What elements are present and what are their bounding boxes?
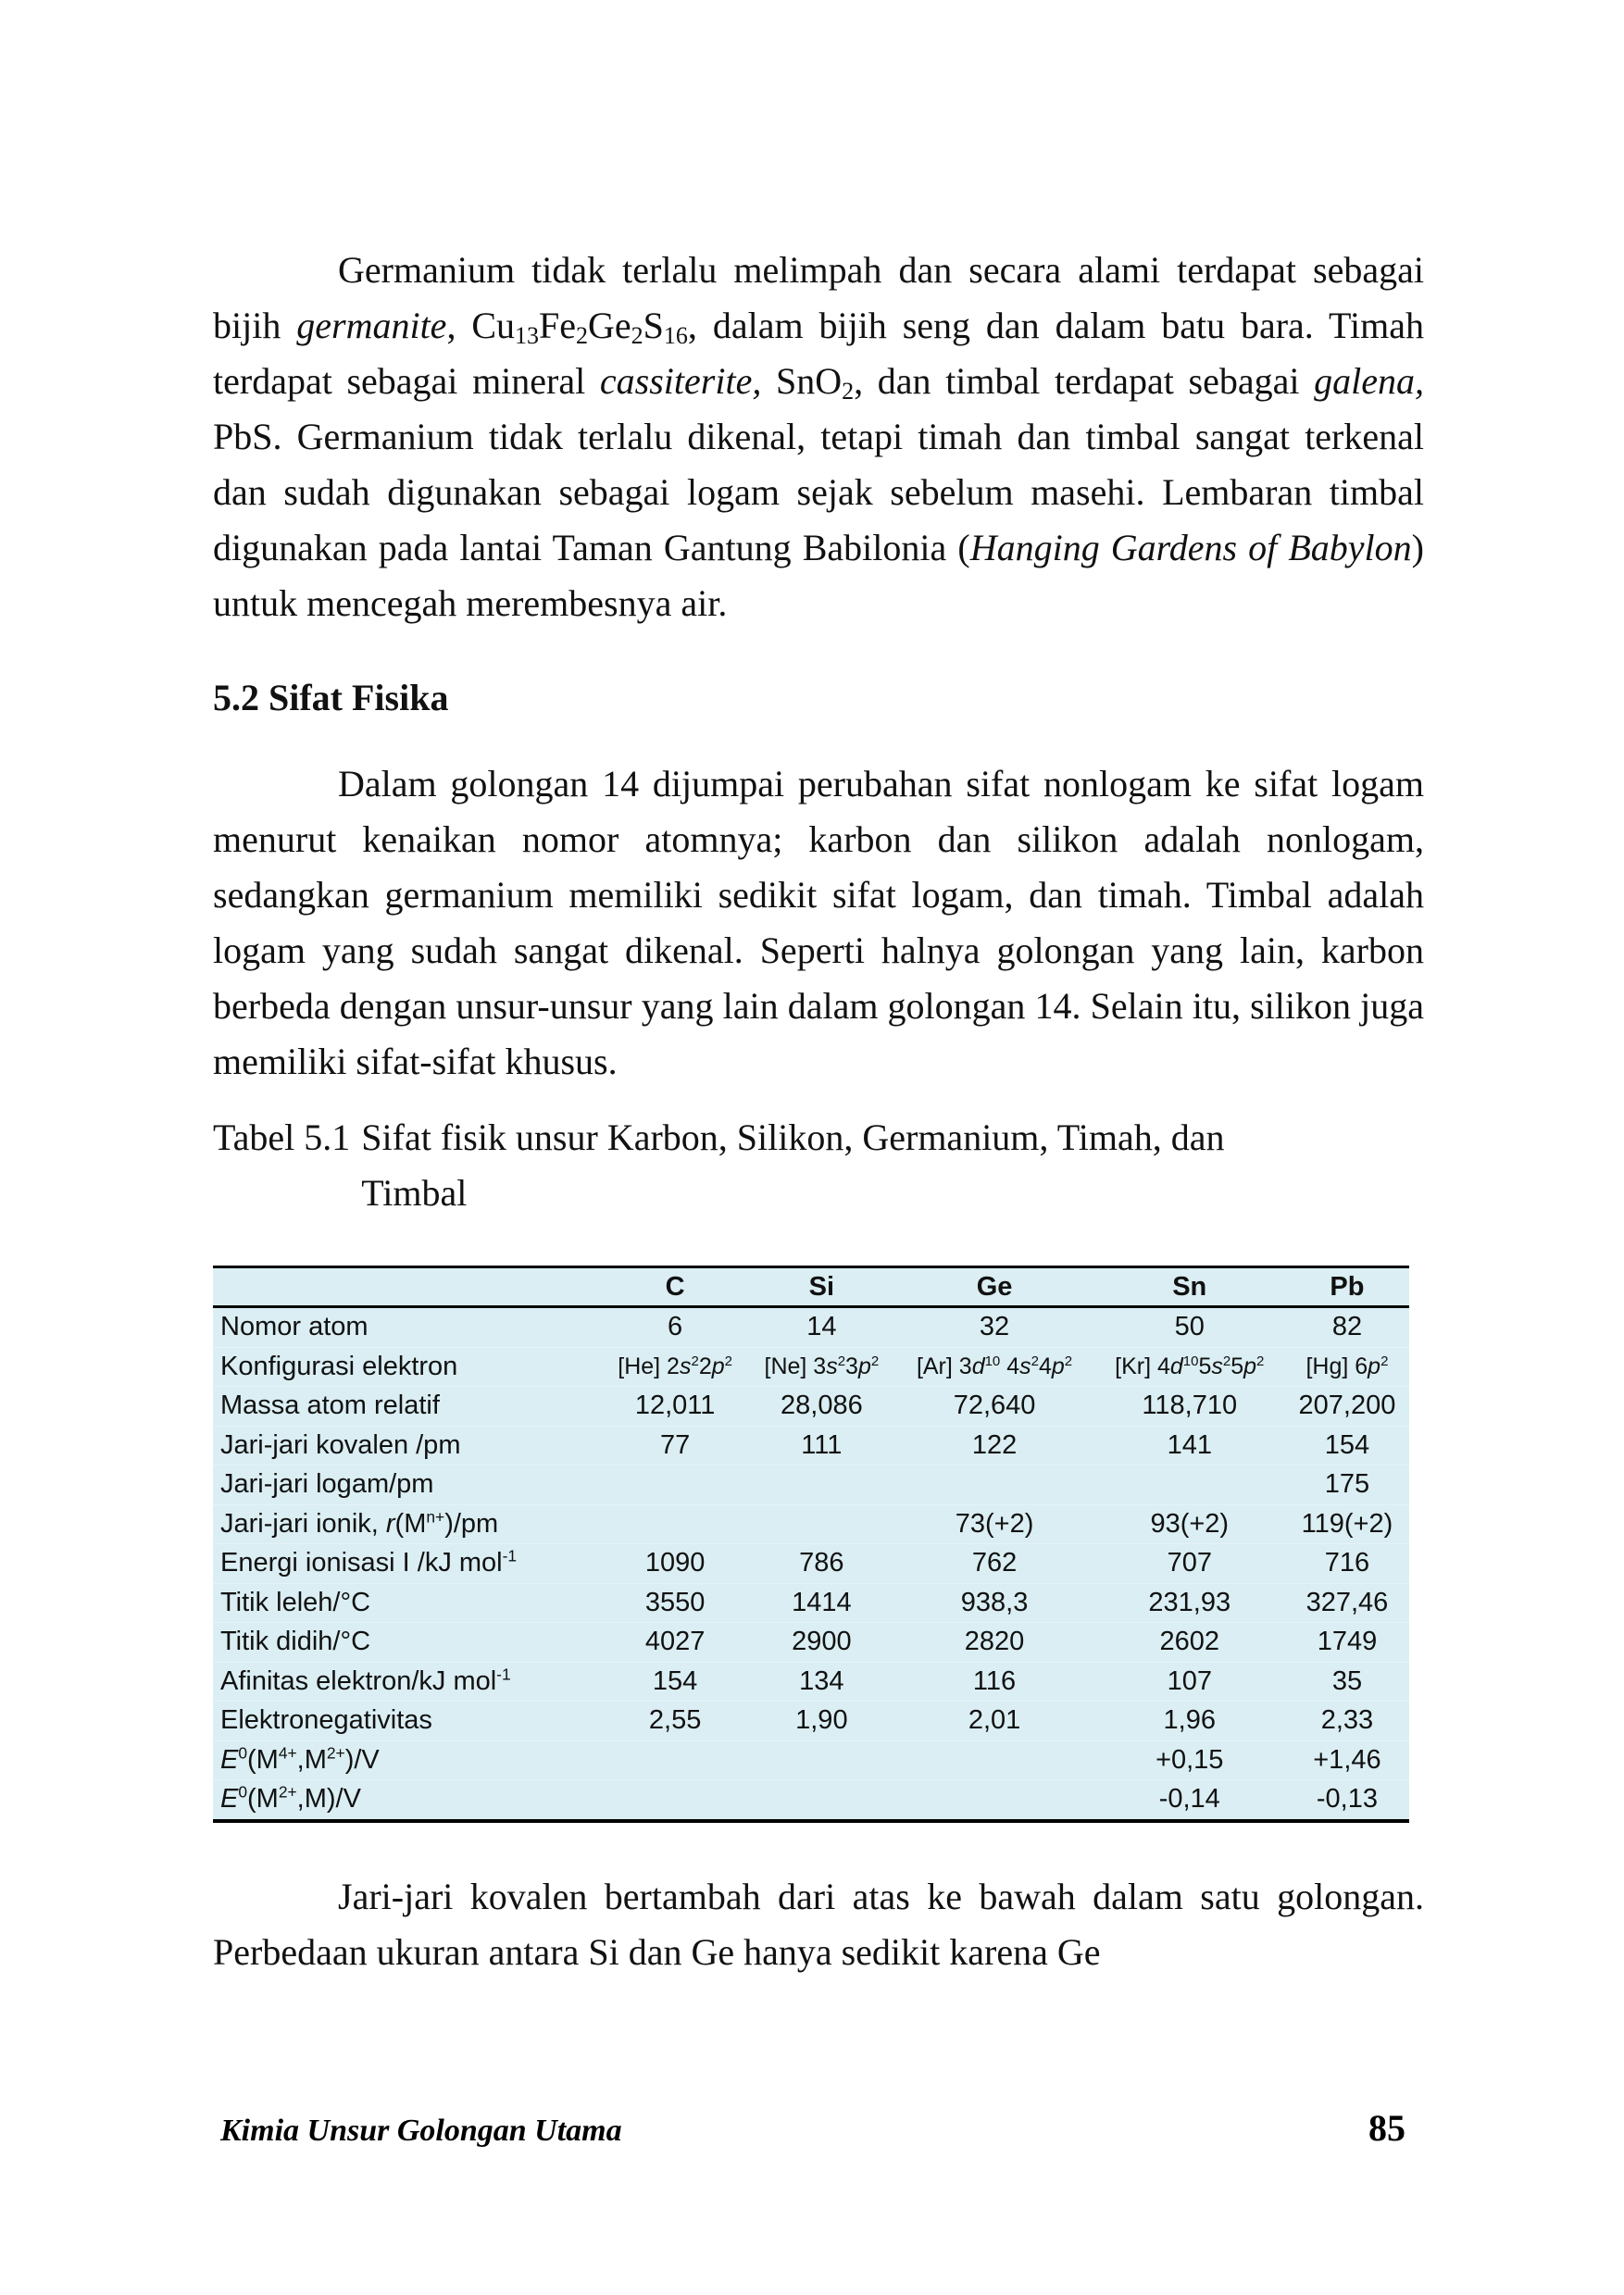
cell: 786 <box>748 1544 894 1584</box>
cell: +0,15 <box>1094 1740 1285 1780</box>
cell: 2,33 <box>1285 1702 1409 1741</box>
cell: 134 <box>748 1662 894 1702</box>
cell: 111 <box>748 1426 894 1466</box>
table-row <box>213 1347 1409 1387</box>
superscript: 2 <box>1256 1353 1265 1369</box>
superscript: 2 <box>870 1353 880 1369</box>
row-label: Titik leleh/°C <box>213 1583 602 1623</box>
row-label <box>213 1740 602 1780</box>
text-run: SnO <box>761 360 843 402</box>
superscript: 2 <box>1031 1353 1039 1369</box>
text-run: , dalam bijih seng dan dalam batu bara. Timah terdapat sebagai mineral <box>213 305 1424 402</box>
cell <box>894 1780 1093 1821</box>
orbital: s <box>1211 1353 1223 1379</box>
text-run: Fe <box>539 305 577 346</box>
text-run: Dalam golongan 14 dijumpai perubahan sifat nonlogam ke sifat logam menurut kenaikan nomor atomnya; karbon dan silikon adalah nonlogam, sedangkan germanium memiliki sedikit sifat logam, dan timah. Timbal adalah logam yang sudah sangat dikenal. Seperti halnya golongan yang lain, karbon berbeda dengan unsur-unsur yang lain dalam golongan 14. Selain itu, silikon juga memiliki sifat-sifat khusus. <box>213 763 1424 1082</box>
table-row <box>213 1740 1409 1780</box>
cell: +1,46 <box>1285 1740 1409 1780</box>
table-caption-text: Sifat fisik unsur Karbon, Silikon, Germanium, Timah, dan Timbal <box>361 1116 1225 1214</box>
text-run: [Ne] 3 <box>764 1353 827 1379</box>
cell <box>602 1780 748 1821</box>
cell <box>748 1504 894 1544</box>
cell: 938,3 <box>894 1583 1093 1623</box>
superscript: 2 <box>837 1353 846 1369</box>
header-cell-sn: Sn <box>1094 1267 1285 1307</box>
cell: 762 <box>894 1544 1093 1584</box>
cell: 14 <box>748 1307 894 1348</box>
text-run: [He] 2 <box>618 1353 680 1379</box>
row-label: Nomor atom <box>213 1307 602 1348</box>
table-row <box>213 1702 1409 1741</box>
text-run: )/V <box>344 1744 380 1775</box>
superscript: 2 <box>724 1353 732 1369</box>
superscript: 10 <box>1182 1353 1199 1369</box>
page-footer <box>220 2106 1405 2150</box>
text-run: (M <box>247 1744 279 1775</box>
table-row <box>213 1466 1409 1505</box>
table-row <box>213 1544 1409 1584</box>
cell: 1090 <box>602 1544 748 1584</box>
cell: 4027 <box>602 1623 748 1663</box>
cell-config-c <box>602 1347 748 1387</box>
table-row <box>213 1583 1409 1623</box>
cell: 50 <box>1094 1307 1285 1348</box>
intro-paragraph <box>213 243 1424 631</box>
superscript: -1 <box>496 1665 511 1684</box>
row-label <box>213 1504 602 1544</box>
row-label: Konfigurasi elektron <box>213 1347 602 1387</box>
text-run: ) untuk mencegah merembesnya air. <box>213 527 1424 624</box>
superscript: 10 <box>984 1353 1001 1369</box>
italic-term: Hanging Gardens of Babylon <box>969 527 1412 568</box>
superscript: 4+ <box>278 1743 297 1763</box>
cell <box>748 1466 894 1505</box>
subscript: 13 <box>515 322 540 349</box>
cell-config-pb <box>1285 1347 1409 1387</box>
superscript: 2+ <box>326 1743 345 1763</box>
cell: 1414 <box>748 1583 894 1623</box>
cell: 77 <box>602 1426 748 1466</box>
row-label: Elektronegativitas <box>213 1702 602 1741</box>
italic-term: cassiterite, <box>599 360 762 402</box>
cell: 28,086 <box>748 1387 894 1427</box>
cell: 32 <box>894 1307 1093 1348</box>
superscript: n+ <box>426 1507 445 1527</box>
header-cell-pb: Pb <box>1285 1267 1409 1307</box>
text-run: 5 <box>1230 1353 1244 1379</box>
text-run: ,M <box>296 1744 327 1775</box>
cell <box>748 1780 894 1821</box>
cell: 107 <box>1094 1662 1285 1702</box>
after-table-paragraph <box>213 1869 1424 1980</box>
cell: 122 <box>894 1426 1093 1466</box>
text-run: [Kr] 4 <box>1115 1353 1170 1379</box>
section-paragraph <box>213 756 1424 1090</box>
cell: 2900 <box>748 1623 894 1663</box>
text-run: Jari-jari ionik, <box>220 1508 386 1539</box>
text-run: 4 <box>1038 1353 1052 1379</box>
row-label: Jari-jari logam/pm <box>213 1466 602 1505</box>
table-header-row <box>213 1267 1409 1307</box>
cell: 1,96 <box>1094 1702 1285 1741</box>
superscript: 0 <box>238 1782 248 1802</box>
text-run: S <box>643 305 664 346</box>
text-run: 3 <box>845 1353 858 1379</box>
cell <box>602 1466 748 1505</box>
cell: -0,14 <box>1094 1780 1285 1821</box>
cell: 231,93 <box>1094 1583 1285 1623</box>
orbital: d <box>1169 1353 1183 1379</box>
cell: 118,710 <box>1094 1387 1285 1427</box>
cell: -0,13 <box>1285 1780 1409 1821</box>
orbital: p <box>1243 1353 1257 1379</box>
superscript: 2 <box>691 1353 699 1369</box>
cell: 207,200 <box>1285 1387 1409 1427</box>
page-content <box>213 243 1424 1980</box>
text-run: PbS. Germanium tidak terlalu dikenal, tetapi timah dan timbal sangat terkenal dan sudah digunakan sebagai logam sejak sebelum masehi. Lembaran timbal digunakan pada lantai Taman Gantung Babilonia ( <box>213 416 1424 568</box>
cell: 716 <box>1285 1544 1409 1584</box>
cell: 73(+2) <box>894 1504 1093 1544</box>
cell: 175 <box>1285 1466 1409 1505</box>
table-row <box>213 1780 1409 1821</box>
cell: 141 <box>1094 1426 1285 1466</box>
row-label <box>213 1662 602 1702</box>
cell-config-sn <box>1094 1347 1285 1387</box>
cell <box>894 1740 1093 1780</box>
orbital: d <box>971 1353 985 1379</box>
cell: 2,55 <box>602 1702 748 1741</box>
superscript: -1 <box>502 1546 518 1565</box>
table-row <box>213 1426 1409 1466</box>
symbol: E <box>220 1744 239 1775</box>
text-run: (M <box>247 1784 279 1815</box>
table-caption <box>213 1110 1424 1221</box>
table-caption-label: Tabel 5.1 <box>213 1116 351 1158</box>
text-run: Germanium tidak terlalu melimpah dan secara alami terdapat sebagai bijih <box>213 249 1424 346</box>
header-cell-c: C <box>602 1267 748 1307</box>
text-run: 4 <box>1000 1353 1020 1379</box>
orbital: s <box>1019 1353 1031 1379</box>
cell: 6 <box>602 1307 748 1348</box>
cell <box>748 1740 894 1780</box>
superscript: 2 <box>1064 1353 1073 1369</box>
symbol: E <box>220 1784 239 1815</box>
table-row <box>213 1387 1409 1427</box>
orbital: p <box>1368 1353 1381 1379</box>
cell: 2,01 <box>894 1702 1093 1741</box>
cell: 3550 <box>602 1583 748 1623</box>
text-run: Jari-jari kovalen bertambah dari atas ke bawah dalam satu golongan. Perbedaan ukuran antara Si dan Ge hanya sedikit karena Ge <box>213 1875 1424 1973</box>
cell: 707 <box>1094 1544 1285 1584</box>
table-row <box>213 1662 1409 1702</box>
superscript: 2 <box>1380 1353 1389 1369</box>
superscript: 2+ <box>278 1782 297 1802</box>
cell <box>1094 1466 1285 1505</box>
row-label <box>213 1780 602 1821</box>
cell: 119(+2) <box>1285 1504 1409 1544</box>
row-label: Titik didih/°C <box>213 1623 602 1663</box>
text-run: (M <box>394 1508 427 1539</box>
subscript: 2 <box>842 378 855 405</box>
row-label: Jari-jari kovalen /pm <box>213 1426 602 1466</box>
cell: 327,46 <box>1285 1583 1409 1623</box>
cell: 35 <box>1285 1662 1409 1702</box>
cell-config-si <box>748 1347 894 1387</box>
orbital: s <box>679 1353 692 1379</box>
row-label <box>213 1544 602 1584</box>
cell <box>894 1466 1093 1505</box>
subscript: 16 <box>663 322 688 349</box>
header-cell-si: Si <box>748 1267 894 1307</box>
cell: 2602 <box>1094 1623 1285 1663</box>
section-heading: 5.2 Sifat Fisika <box>213 677 449 718</box>
text-run: , dan timbal terdapat sebagai <box>854 360 1315 402</box>
subscript: 2 <box>631 322 643 349</box>
orbital: p <box>711 1353 725 1379</box>
orbital: s <box>826 1353 838 1379</box>
text-run: [Hg] 6 <box>1305 1353 1368 1379</box>
text-run: ,M)/V <box>296 1784 361 1815</box>
cell: 72,640 <box>894 1387 1093 1427</box>
text-run: , Cu <box>446 305 516 346</box>
cell <box>602 1504 748 1544</box>
superscript: 0 <box>238 1743 248 1763</box>
symbol: r <box>385 1508 395 1539</box>
text-run: Afinitas elektron/kJ mol <box>220 1665 497 1696</box>
superscript: 2 <box>1222 1353 1231 1369</box>
header-cell <box>213 1267 602 1307</box>
subscript: 2 <box>576 322 589 349</box>
cell: 93(+2) <box>1094 1504 1285 1544</box>
italic-term: germanite <box>296 305 447 346</box>
cell: 82 <box>1285 1307 1409 1348</box>
cell-config-ge <box>894 1347 1093 1387</box>
text-run: 2 <box>698 1353 712 1379</box>
orbital: p <box>857 1353 871 1379</box>
table-row <box>213 1307 1409 1348</box>
cell: 154 <box>602 1662 748 1702</box>
text-run: )/pm <box>444 1508 499 1539</box>
cell <box>602 1740 748 1780</box>
cell: 116 <box>894 1662 1093 1702</box>
page-number: 85 <box>1368 2107 1405 2149</box>
text-run: [Ar] 3 <box>916 1353 972 1379</box>
physical-properties-table <box>213 1266 1409 1823</box>
cell: 12,011 <box>602 1387 748 1427</box>
cell: 154 <box>1285 1426 1409 1466</box>
text-run: Ge <box>588 305 631 346</box>
row-label: Massa atom relatif <box>213 1387 602 1427</box>
text-run: 5 <box>1198 1353 1212 1379</box>
cell: 1,90 <box>748 1702 894 1741</box>
footer-book-title: Kimia Unsur Golongan Utama <box>220 2114 622 2148</box>
text-run: Energi ionisasi I /kJ mol <box>220 1548 503 1578</box>
cell: 2820 <box>894 1623 1093 1663</box>
cell: 1749 <box>1285 1623 1409 1663</box>
italic-term: galena, <box>1314 360 1425 402</box>
table-row <box>213 1623 1409 1663</box>
table-row <box>213 1504 1409 1544</box>
header-cell-ge: Ge <box>894 1267 1093 1307</box>
orbital: p <box>1051 1353 1065 1379</box>
